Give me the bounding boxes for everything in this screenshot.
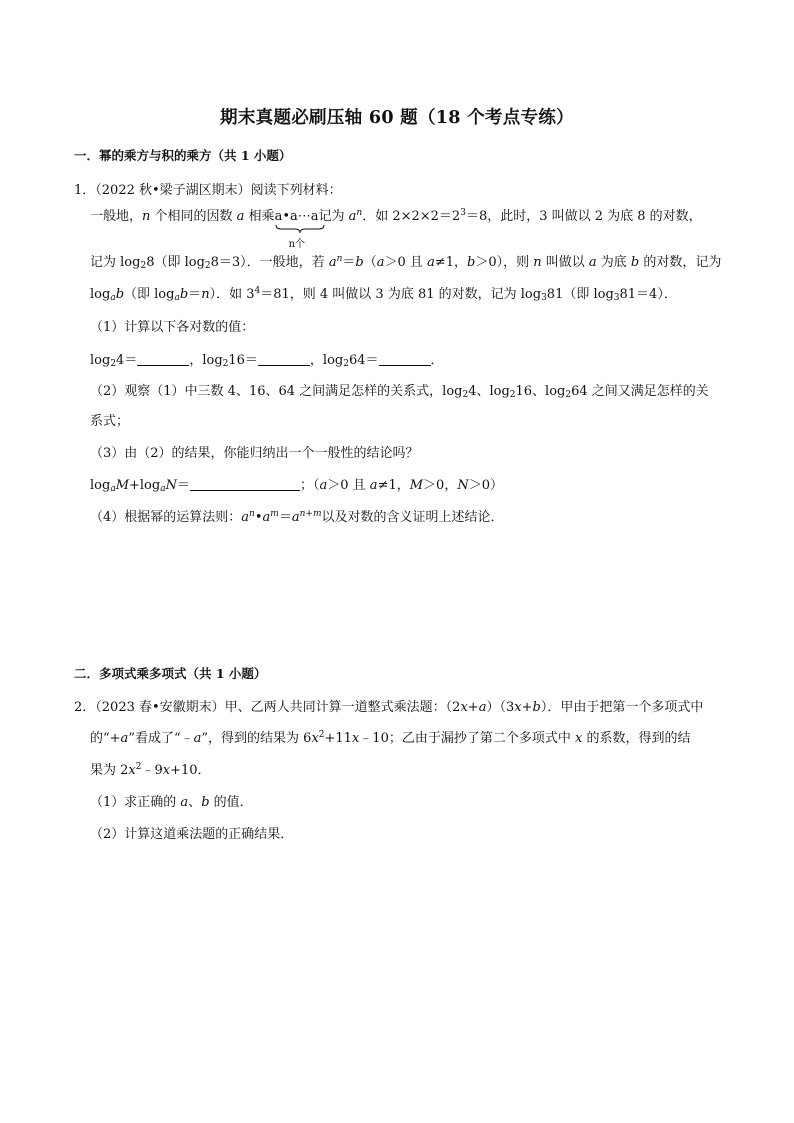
underbrace-icon <box>275 224 325 234</box>
problem-number: 1． <box>74 183 96 198</box>
section-heading-2: 二．多项式乘多项式（共 1 小题） <box>74 666 267 681</box>
answer-blank[interactable] <box>137 353 189 366</box>
question-1-3-formula: $\log_aM+\log_aN=$ ；（a＞0 且 a≠1，M＞0，N＞0） <box>90 478 503 494</box>
problem-1-text-line-3: $\log_ab$（即 $\log_ab=n$）．如 $3^4=81$，则 4 叫做以 3 为底 81 的对数，记为 $\log_381$（即 $\log_381=4$）． <box>90 286 677 303</box>
problem-source: （2022 秋•梁子湖区期末） <box>95 183 251 198</box>
underbrace-label: n个 <box>288 239 306 250</box>
problem-1-text-line-1: 一般地，n 个相同的因数 a 相乘a•a⋯a n个 记为 $a^n$．如 $2\times 2\times 2=2^3=8$，此时，3 叫做以 2 为底 8 的对数， <box>90 208 702 250</box>
question-1-4: （4）根据幂的运算法则：$a^n•a^m=a^{n+m}$以及对数的含义证明上述结论． <box>90 509 504 525</box>
problem-2-text-line-3: 果为 $2x^2﹣9x+10$． <box>90 762 211 778</box>
question-1-1-answers: $\log_24=$ ，$\log_216=$ ，$\log_264=$ ． <box>90 353 444 369</box>
problem-1-text-line-2: 记为 $\log_28$（即 $\log_28=3$）．一般地，若 $a^n=b(a>0$ 且 a≠1，b＞0），则 n 叫做以 a 为底 b 的对数，记为 <box>90 254 722 271</box>
question-1-1: （1）计算以下各对数的值： <box>90 320 255 335</box>
problem-source: （2023 春•安徽期末） <box>95 700 225 715</box>
question-2-2: （2）计算这道乘法题的正确结果． <box>90 827 294 842</box>
problem-2-text-line-1: 2．（2023 春•安徽期末）甲、乙两人共同计算一道整式乘法题：（2x+a）（3x+b）．甲由于把第一个多项式中 <box>74 700 704 715</box>
problem-1-header: 1．（2022 秋•梁子湖区期末）阅读下列材料： <box>74 183 342 198</box>
section-heading-1: 一．幂的乘方与积的乘方（共 1 小题） <box>74 148 292 163</box>
answer-blank[interactable] <box>379 353 431 366</box>
problem-2-text-line-2: 的“+a”看成了“﹣a”，得到的结果为 $6x^2+11x﹣10$；乙由于漏抄了第二个多项式中 x 的系数，得到的结 <box>90 730 691 746</box>
answer-blank[interactable] <box>258 353 310 366</box>
question-1-2-line-1: （2）观察（1）中三数 4、16、64 之间满足怎样的关系式，$\log_24$、$\log_216$、$\log_264$ 之间又满足怎样的关 <box>90 384 709 400</box>
question-2-1: （1）求正确的 a、b 的值． <box>90 795 253 810</box>
question-1-2-line-2: 系式； <box>90 414 130 429</box>
page-title: 期末真题必刷压轴 60 题（18 个考点专练） <box>220 108 574 128</box>
underbrace-product: a•a⋯a n个 <box>275 209 319 224</box>
answer-blank[interactable] <box>190 478 300 491</box>
question-1-3: （3）由（2）的结果，你能归纳出一个一般性的结论吗？ <box>90 446 419 461</box>
problem-number: 2． <box>74 700 96 715</box>
